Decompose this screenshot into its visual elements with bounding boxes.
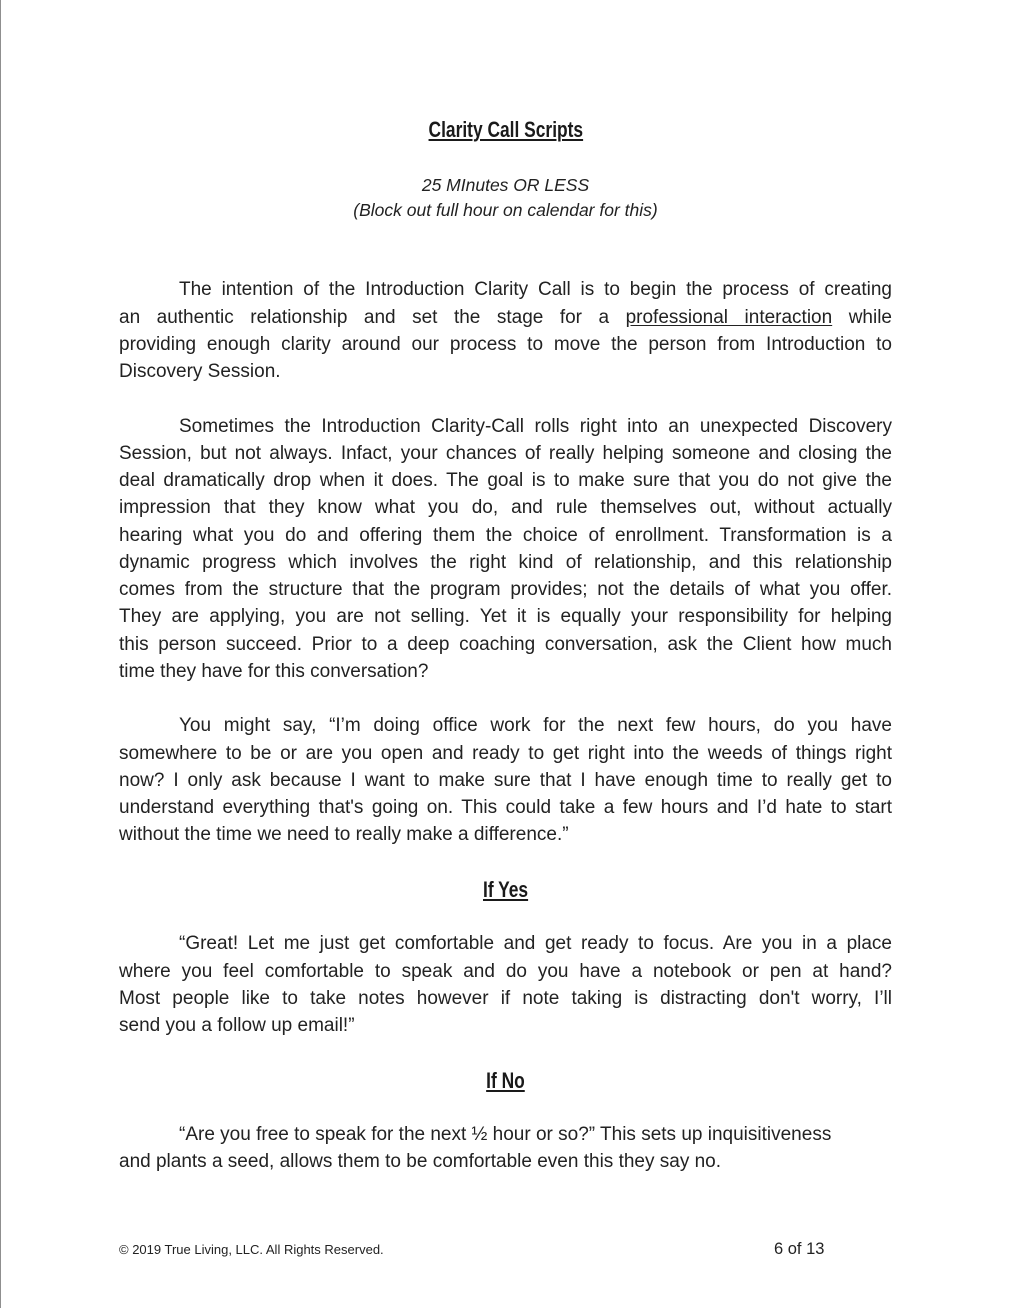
page-number: 6 of 13 [774,1240,825,1258]
paragraph-line: impression that they know what you do, and rule themselves out, without actually [119,497,892,519]
subtitle-duration: 25 MInutes OR LESS [421,174,590,195]
line-segment: an authentic relationship and set the stage for a [119,306,610,328]
paragraph-line: somewhere to be or are you open and ready to get right into the weeds of things right [119,742,892,764]
paragraph-line: They are applying, you are not selling. Yet it is equally your responsibility for helping [119,606,892,628]
subtitle-note: (Block out full hour on calendar for this) [353,199,658,220]
paragraph-line: now? I only ask because I want to make sure that I have enough time to really get to [119,769,892,791]
paragraph-line: and plants a seed, allows them to be comfortable even this they say no. [119,1151,722,1173]
paragraph-line: Sometimes the Introduction Clarity-Call rolls right into an unexpected Discovery [179,415,892,437]
document-title: Clarity Call Scripts [428,117,583,142]
heading-if-yes-label: If Yes [482,876,529,902]
paragraph-if-no [119,1121,892,1176]
paragraph-line: without the time we need to really make a difference.” [119,824,569,846]
paragraph-timing [119,413,892,686]
document-body [119,276,892,1203]
paragraph-line: “Are you free to speak for the next ½ hour or so?” This sets up inquisitiveness [179,1124,832,1146]
paragraph-line: dynamic progress which involves the right kind of relationship, and this relationship [119,551,892,573]
heading-if-no [119,1067,892,1094]
paragraph-if-yes [119,930,892,1039]
paragraph-line: hearing what you do and offering them the choice of enrollment. Transformation is a [119,524,892,546]
paragraph-line: providing enough clarity around our process to move the person from Introduction to [119,333,892,355]
paragraph-line: time they have for this conversation? [119,660,429,682]
footer-copyright: © 2019 True Living, LLC. All Rights Reserved. [119,1242,384,1257]
paragraph-intro [119,276,892,385]
paragraph-you-might-say [119,712,892,848]
title-row [1,116,1009,147]
paragraph-line: deal dramatically drop when it does. The goal is to make sure that you do not give the [119,470,892,492]
paragraph-line: comes from the structure that the program provides; not the details of what you offer. [119,579,892,601]
subtitle-block [1,173,1009,223]
heading-if-no-label: If No [486,1067,525,1093]
paragraph-line: Discovery Session. [119,361,281,383]
line-segment: while [848,306,892,328]
paragraph-line: understand everything that's going on. This could take a few hours and I’d hate to start [119,797,892,819]
paragraph-line: send you a follow up email!” [119,1015,355,1037]
paragraph-line: Session, but not always. Infact, your chances of really helping someone and closing the [119,442,892,464]
paragraph-line: “Great! Let me just get comfortable and get ready to focus. Are you in a place [179,933,892,955]
paragraph-line: Most people like to take notes however if note taking is distracting don't worry, I’ll [119,987,892,1009]
paragraph-line: The intention of the Introduction Clarity Call is to begin the process of creating [179,279,892,301]
underlined-phrase: professional interaction [625,306,833,328]
paragraph-line [119,304,892,331]
paragraph-line: You might say, “I’m doing office work for the next few hours, do you have [179,715,892,737]
heading-if-yes [119,876,892,903]
paragraph-line: where you feel comfortable to speak and do you have a notebook or pen at hand? [119,960,892,982]
paragraph-line: this person succeed. Prior to a deep coaching conversation, ask the Client how much [119,633,892,655]
